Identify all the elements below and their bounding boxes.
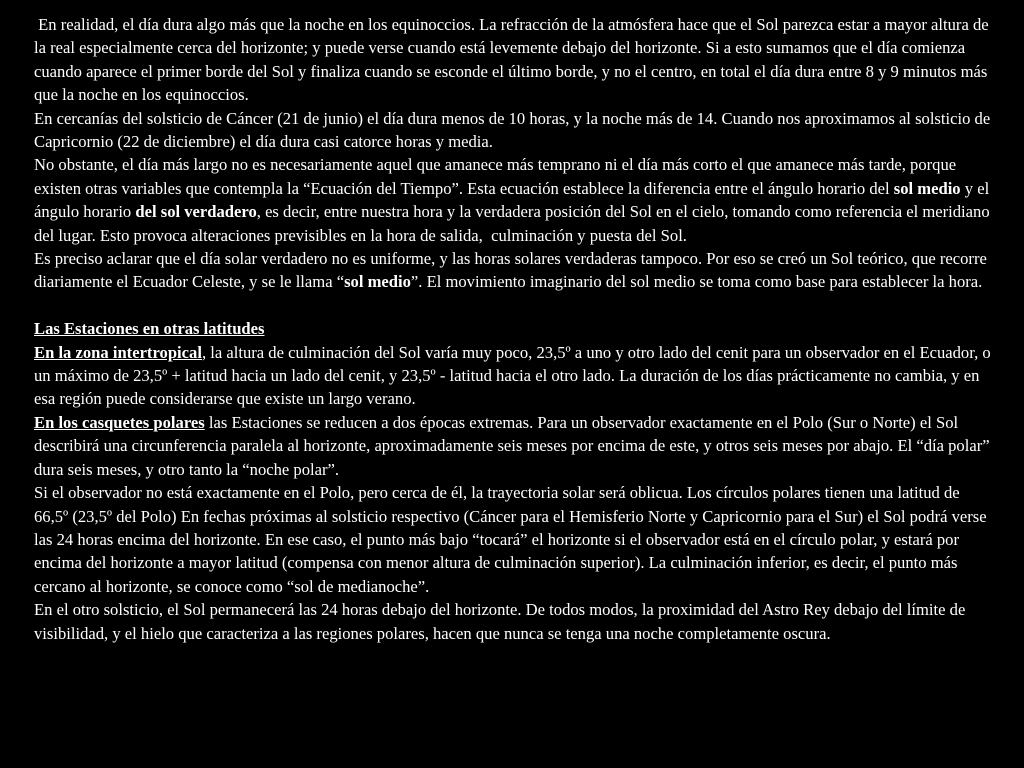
paragraph-casquetes-polares xyxy=(34,411,994,481)
paragraph-circulos-polares: Si el observador no está exactamente en el Polo, pero cerca de él, la trayectoria solar será oblicua. Los círculos polares tienen una latitud de 66,5º (23,5º del Polo) En fechas próximas al solsticio respectivo (Cáncer para el Hemisferio Norte y Capricornio para el Sur) el Sol podrá verse las 24 horas encima del horizonte. En ese caso, el punto más bajo “tocará” el horizonte si el observador está en el círculo polar, y estará por encima del horizonte a mayor latitud (compensa con menor altura de culminación superior). La culminación inferior, es decir, el punto más cercano al horizonte, se conoce como “sol de medianoche”. xyxy=(34,483,987,596)
section-heading xyxy=(34,317,994,340)
paragraph-text: , la altura de culminación del Sol varía muy poco, 23,5º a uno y otro lado del cenit para un observador en el Ecuador, o un máximo de 23,5º + latitud hacia un lado del cenit, y 23,5º - latitud hacia el otro lado. La duración de los días prácticamente no cambia, y en esa región puede considerarse que existe un largo verano. xyxy=(34,342,991,409)
paragraph-text: No obstante, el día más largo no es necesariamente aquel que amanece más temprano ni el día más corto el que amanece más tarde, porque existen otras variables que contempla la “Ecuación del Tiempo”. Esta ecuación establece la diferencia entre el ángulo horario del xyxy=(34,155,957,198)
paragraph-text: y el ángulo horario xyxy=(34,178,990,222)
paragraph-text: , es decir, entre nuestra hora y la verdadera posición del Sol en el cielo, tomando como referencia el meridiano del lugar. Esto provoca alteraciones previsibles en la hora de salida, culminación y puesta del Sol. xyxy=(34,202,994,245)
bold-term-sol-medio: sol medio xyxy=(344,272,411,292)
paragraph-ecuacion-tiempo xyxy=(34,153,994,247)
paragraph-sol-medio xyxy=(34,247,994,294)
paragraph-zona-intertropical xyxy=(34,341,994,411)
paragraph-text: ”. El movimiento imaginario del sol medio se toma como base para establecer la hora. xyxy=(410,272,983,292)
section-heading-text: Las Estaciones en otras latitudes xyxy=(34,319,265,339)
subheading-zona-intertropical: En la zona intertropical xyxy=(34,342,202,362)
paragraph-text: las Estaciones se reducen a dos épocas extremas. Para un observador exactamente en el Polo (Sur o Norte) el Sol describirá una circunferencia paralela al horizonte, aproximadamente seis meses por encima de este, y otros seis meses por abajo. El “día polar” dura seis meses, y otro tanto la “noche polar”. xyxy=(34,412,990,479)
slide-body xyxy=(34,13,994,645)
paragraph-text: Es preciso aclarar que el día solar verdadero no es uniforme, y las horas solares verdaderas tampoco. Por eso se creó un Sol teórico, que recorre diariamente el Ecuador Celeste, y se le llama “ xyxy=(34,249,987,292)
bold-term-sol-medio: sol medio xyxy=(893,178,961,198)
paragraph-otro-solsticio: En el otro solsticio, el Sol permanecerá las 24 horas debajo del horizonte. De todos modos, la proximidad del Astro Rey debajo del límite de visibilidad, y el hielo que caracteriza a las regiones polares, hacen que nunca se tenga una noche completamente oscura. xyxy=(34,600,966,643)
paragraph-solsticios: En cercanías del solsticio de Cáncer (21 de junio) el día dura menos de 10 horas, y la noche más de 14. Cuando nos aproximamos al solsticio de Capricornio (22 de diciembre) el día dura casi catorce horas y media. xyxy=(34,108,991,152)
subheading-casquetes-polares: En los casquetes polares xyxy=(34,412,205,432)
paragraph-refraccion: En realidad, el día dura algo más que la noche en los equinoccios. La refracción de la atmósfera hace que el Sol parezca estar a mayor altura de la real especialmente cerca del horizonte; y puede verse cuando está levemente debajo del horizonte. Si a esto sumamos que el día comienza cuando aparece el primer borde del Sol y finaliza cuando se esconde el último borde, y no el centro, en total el día dura entre 8 y 9 minutos más que la noche en los equinoccios. xyxy=(34,15,993,105)
bold-term-sol-verdadero: del sol verdadero xyxy=(135,202,257,222)
blank-line xyxy=(34,294,994,317)
